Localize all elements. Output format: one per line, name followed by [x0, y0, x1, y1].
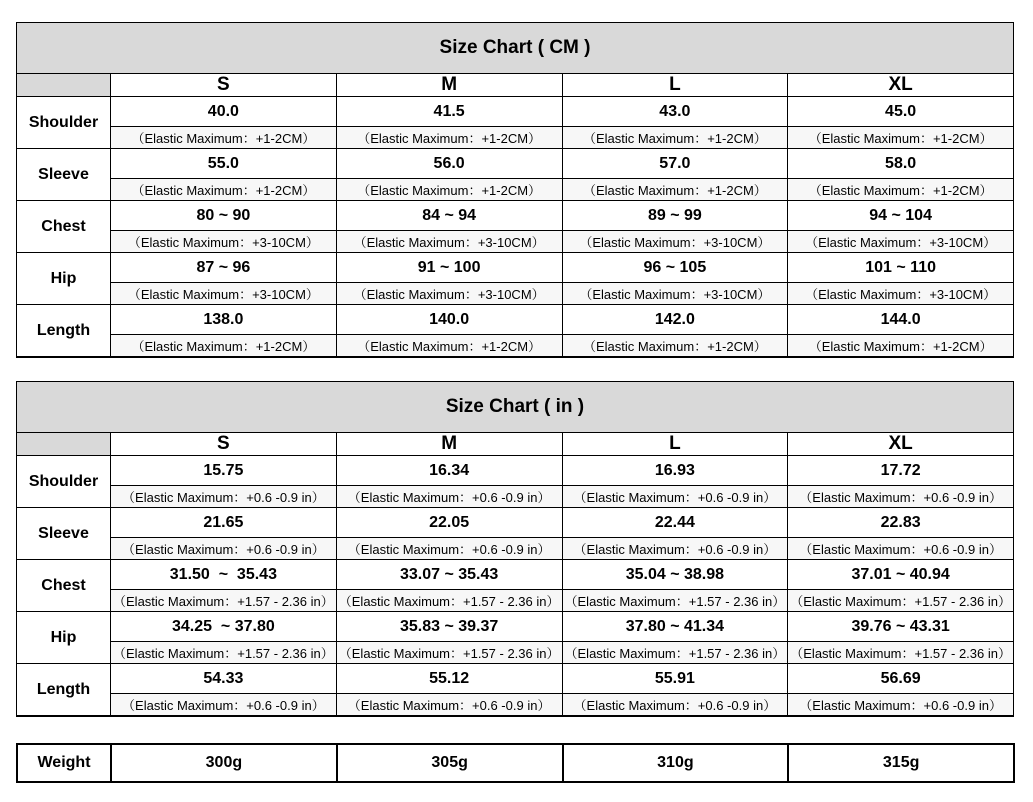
weight-value: 305g	[337, 744, 563, 782]
measurement-value: 101 ~ 110	[788, 253, 1014, 283]
measurement-value: 55.12	[336, 664, 562, 694]
measurement-value: 22.05	[336, 508, 562, 538]
size-header: M	[336, 433, 562, 456]
elastic-note: （Elastic Maximum：+3-10CM）	[336, 231, 562, 253]
measurement-value: 84 ~ 94	[336, 201, 562, 231]
measurement-value: 21.65	[111, 508, 337, 538]
row-label: Chest	[17, 201, 111, 253]
elastic-note: （Elastic Maximum：+1.57 - 2.36 in）	[111, 590, 337, 612]
measurement-value: 35.04 ~ 38.98	[562, 560, 788, 590]
elastic-note: （Elastic Maximum：+0.6 -0.9 in）	[111, 486, 337, 508]
measurement-value: 142.0	[562, 305, 788, 335]
elastic-note: （Elastic Maximum：+1.57 - 2.36 in）	[111, 642, 337, 664]
row-label: Chest	[17, 560, 111, 612]
row-label: Hip	[17, 612, 111, 664]
weight-value: 300g	[111, 744, 337, 782]
measurement-value: 56.69	[788, 664, 1014, 694]
elastic-note: （Elastic Maximum：+3-10CM）	[562, 283, 788, 305]
size-header: XL	[788, 433, 1014, 456]
size-header: L	[562, 74, 788, 97]
size-header: M	[336, 74, 562, 97]
elastic-note: （Elastic Maximum：+3-10CM）	[788, 283, 1014, 305]
measurement-value	[111, 612, 337, 642]
row-label: Sleeve	[17, 149, 111, 201]
weight-label: Weight	[17, 744, 111, 782]
elastic-note: （Elastic Maximum：+1.57 - 2.36 in）	[788, 642, 1014, 664]
header-corner	[17, 433, 111, 456]
measurement-value: 80 ~ 90	[111, 201, 337, 231]
elastic-note: （Elastic Maximum：+1.57 - 2.36 in）	[562, 590, 788, 612]
elastic-note: （Elastic Maximum：+1.57 - 2.36 in）	[788, 590, 1014, 612]
elastic-note: （Elastic Maximum：+1-2CM）	[788, 179, 1014, 201]
measurement-value: 37.80 ~ 41.34	[562, 612, 788, 642]
elastic-note: （Elastic Maximum：+0.6 -0.9 in）	[562, 486, 788, 508]
size-header: XL	[788, 74, 1014, 97]
measurement-value: 15.75	[111, 456, 337, 486]
weight-table	[16, 743, 1015, 783]
measurement-value: 39.76 ~ 43.31	[788, 612, 1014, 642]
elastic-note: （Elastic Maximum：+1-2CM）	[111, 179, 337, 201]
value-text: 34.25 ~ 37.80	[171, 617, 275, 635]
elastic-note: （Elastic Maximum：+3-10CM）	[562, 231, 788, 253]
weight-value: 315g	[788, 744, 1014, 782]
measurement-value: 144.0	[788, 305, 1014, 335]
elastic-note: （Elastic Maximum：+3-10CM）	[111, 231, 337, 253]
elastic-note: （Elastic Maximum：+0.6 -0.9 in）	[111, 694, 337, 717]
elastic-note: （Elastic Maximum：+0.6 -0.9 in）	[788, 538, 1014, 560]
elastic-note: （Elastic Maximum：+0.6 -0.9 in）	[336, 694, 562, 717]
measurement-value: 35.83 ~ 39.37	[336, 612, 562, 642]
measurement-value: 94 ~ 104	[788, 201, 1014, 231]
measurement-value: 96 ~ 105	[562, 253, 788, 283]
elastic-note: （Elastic Maximum：+1-2CM）	[788, 335, 1014, 358]
measurement-value: 45.0	[788, 97, 1014, 127]
elastic-note: （Elastic Maximum：+1-2CM）	[336, 127, 562, 149]
weight-value: 310g	[563, 744, 789, 782]
measurement-value: 54.33	[111, 664, 337, 694]
row-label: Shoulder	[17, 97, 111, 149]
elastic-note: （Elastic Maximum：+1-2CM）	[111, 127, 337, 149]
measurement-value: 37.01 ~ 40.94	[788, 560, 1014, 590]
measurement-value: 140.0	[336, 305, 562, 335]
row-label: Hip	[17, 253, 111, 305]
elastic-note: （Elastic Maximum：+1-2CM）	[788, 127, 1014, 149]
row-label: Length	[17, 664, 111, 717]
size-header: L	[562, 433, 788, 456]
elastic-note: （Elastic Maximum：+3-10CM）	[111, 283, 337, 305]
elastic-note: （Elastic Maximum：+3-10CM）	[336, 283, 562, 305]
elastic-note: （Elastic Maximum：+0.6 -0.9 in）	[562, 538, 788, 560]
measurement-value: 56.0	[336, 149, 562, 179]
value-text: 31.50 ~ 35.43	[169, 565, 277, 583]
measurement-value: 41.5	[336, 97, 562, 127]
elastic-note: （Elastic Maximum：+0.6 -0.9 in）	[336, 538, 562, 560]
elastic-note: （Elastic Maximum：+0.6 -0.9 in）	[562, 694, 788, 717]
header-corner	[17, 74, 111, 97]
row-label: Sleeve	[17, 508, 111, 560]
measurement-value: 57.0	[562, 149, 788, 179]
measurement-value	[111, 560, 337, 590]
size-chart-cm	[16, 22, 1014, 358]
size-header: S	[111, 74, 337, 97]
elastic-note: （Elastic Maximum：+1-2CM）	[562, 127, 788, 149]
elastic-note: （Elastic Maximum：+0.6 -0.9 in）	[788, 694, 1014, 717]
elastic-note: （Elastic Maximum：+1.57 - 2.36 in）	[336, 642, 562, 664]
row-label: Shoulder	[17, 456, 111, 508]
measurement-value: 40.0	[111, 97, 337, 127]
measurement-value: 17.72	[788, 456, 1014, 486]
measurement-value: 33.07 ~ 35.43	[336, 560, 562, 590]
size-header: S	[111, 433, 337, 456]
measurement-value: 16.93	[562, 456, 788, 486]
measurement-value: 138.0	[111, 305, 337, 335]
elastic-note: （Elastic Maximum：+1.57 - 2.36 in）	[336, 590, 562, 612]
elastic-note: （Elastic Maximum：+1-2CM）	[111, 335, 337, 358]
elastic-note: （Elastic Maximum：+0.6 -0.9 in）	[788, 486, 1014, 508]
measurement-value: 91 ~ 100	[336, 253, 562, 283]
measurement-value: 22.44	[562, 508, 788, 538]
chart-title: Size Chart ( CM )	[17, 23, 1014, 74]
measurement-value: 55.0	[111, 149, 337, 179]
measurement-value: 58.0	[788, 149, 1014, 179]
row-label: Length	[17, 305, 111, 358]
elastic-note: （Elastic Maximum：+1-2CM）	[336, 335, 562, 358]
size-chart-inch	[16, 381, 1014, 717]
elastic-note: （Elastic Maximum：+0.6 -0.9 in）	[111, 538, 337, 560]
measurement-value: 16.34	[336, 456, 562, 486]
elastic-note: （Elastic Maximum：+3-10CM）	[788, 231, 1014, 253]
elastic-note: （Elastic Maximum：+1-2CM）	[562, 179, 788, 201]
chart-title: Size Chart ( in )	[17, 382, 1014, 433]
measurement-value: 89 ~ 99	[562, 201, 788, 231]
elastic-note: （Elastic Maximum：+1.57 - 2.36 in）	[562, 642, 788, 664]
measurement-value: 43.0	[562, 97, 788, 127]
elastic-note: （Elastic Maximum：+1-2CM）	[336, 179, 562, 201]
measurement-value: 87 ~ 96	[111, 253, 337, 283]
elastic-note: （Elastic Maximum：+0.6 -0.9 in）	[336, 486, 562, 508]
elastic-note: （Elastic Maximum：+1-2CM）	[562, 335, 788, 358]
measurement-value: 55.91	[562, 664, 788, 694]
measurement-value: 22.83	[788, 508, 1014, 538]
